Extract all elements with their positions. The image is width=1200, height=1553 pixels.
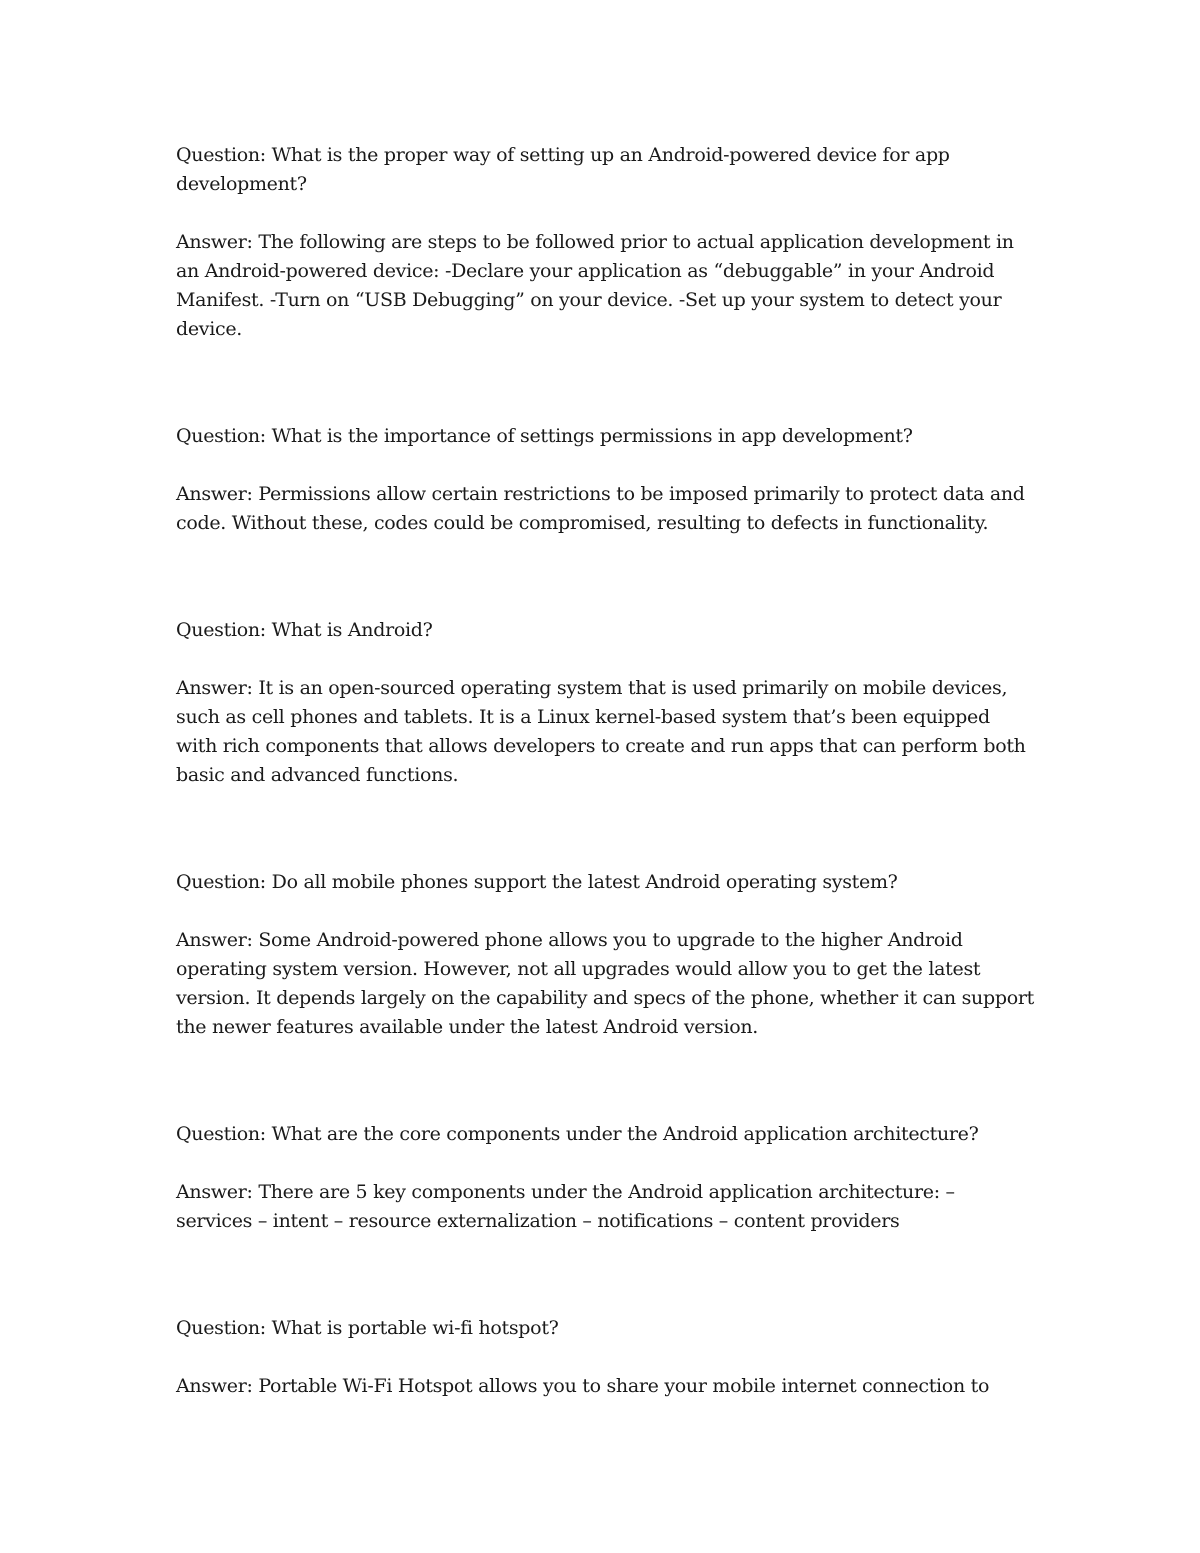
question-text: Question: What is Android? — [176, 619, 433, 641]
qa-item — [176, 1120, 1036, 1236]
qa-item — [176, 1314, 1036, 1401]
question-text: Question: What is the importance of settings permissions in app development? — [176, 425, 913, 447]
qa-item — [176, 616, 1036, 790]
question-text: Question: What is portable wi-fi hotspot? — [176, 1317, 559, 1339]
question-text: Question: Do all mobile phones support the latest Android operating system? — [176, 871, 898, 893]
answer-text: Answer: Some Android-powered phone allows you to upgrade to the higher Android operating system version. However, not all upgrades would allow you to get the latest version. It depends largely on the capability and specs of the phone, whether it can support the newer features available under the latest Android version. — [176, 929, 1034, 1038]
qa-item — [176, 141, 1036, 344]
answer-text: Answer: Permissions allow certain restrictions to be imposed primarily to protect data and code. Without these, codes could be compromised, resulting to defects in functionality. — [176, 483, 1025, 534]
answer-text: Answer: There are 5 key components under the Android application architecture: – services – intent – resource externalization – notifications – content providers — [176, 1181, 955, 1232]
document-body — [176, 141, 1036, 1401]
question-text: Question: What are the core components under the Android application architecture? — [176, 1123, 979, 1145]
question-text: Question: What is the proper way of setting up an Android-powered device for app development? — [176, 144, 950, 195]
qa-item — [176, 868, 1036, 1042]
qa-item — [176, 422, 1036, 538]
answer-text: Answer: The following are steps to be followed prior to actual application development in an Android-powered device: -Declare your application as “debuggable” in your Android Manifest. -Turn on “USB Debugging” on your device. -Set up your system to detect your device. — [176, 231, 1014, 340]
answer-text: Answer: It is an open-sourced operating system that is used primarily on mobile devices, such as cell phones and tablets. It is a Linux kernel-based system that’s been equipped with rich components that allows developers to create and run apps that can perform both basic and advanced functions. — [176, 677, 1026, 786]
answer-text: Answer: Portable Wi-Fi Hotspot allows you to share your mobile internet connection to — [176, 1375, 990, 1397]
